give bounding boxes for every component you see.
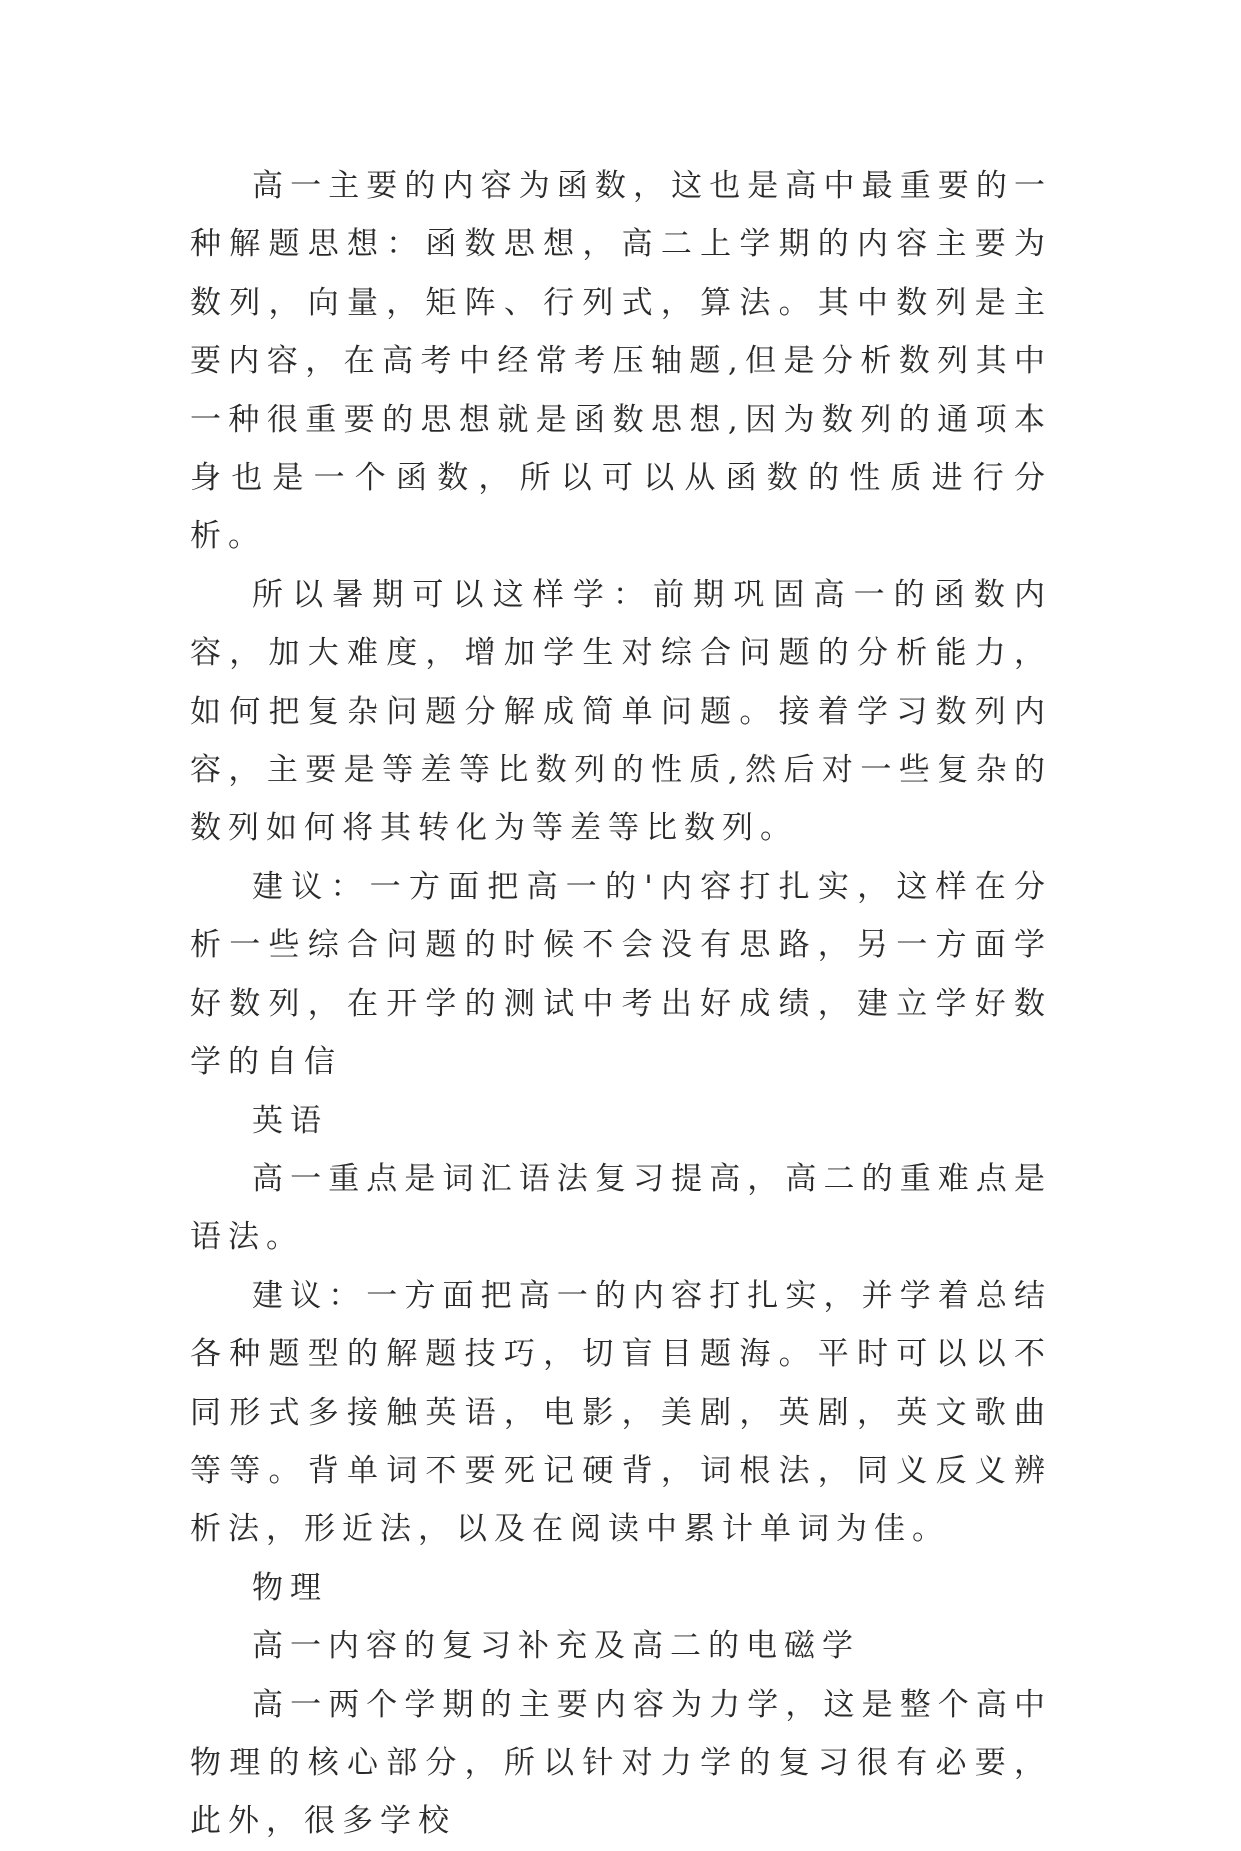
- paragraph-math-overview: 高一主要的内容为函数，这也是高中最重要的一种解题思想：函数思想，高二上学期的内容主要为数列，向量，矩阵、行列式，算法。其中数列是主要内容，在高考中经常考压轴题,但是分析数列其中一种很重要的思想就是函数思想,因为数列的通项本身也是一个函数，所以可以从函数的性质进行分析。: [190, 168, 1052, 555]
- section-heading-physics: 物理: [252, 1569, 328, 1606]
- section-heading-english: 英语: [252, 1102, 328, 1139]
- paragraph-physics-subtitle: 高一内容的复习补充及高二的电磁学: [252, 1628, 860, 1665]
- paragraph-english-advice: 建议：一方面把高一的内容打扎实，并学着总结各种题型的解题技巧，切盲目题海。平时可以以不同形式多接触英语，电影，美剧，英剧，英文歌曲等等。背单词不要死记硬背，词根法，同义反义辨析法，形近法，以及在阅读中累计单词为佳。: [190, 1277, 1052, 1548]
- paragraph-math-summer-plan: 所以暑期可以这样学：前期巩固高一的函数内容，加大难度，增加学生对综合问题的分析能力，如何把复杂问题分解成简单问题。接着学习数列内容，主要是等差等比数列的性质,然后对一些复杂的数列如何将其转化为等差等比数列。: [190, 576, 1052, 847]
- document-body: [190, 157, 1052, 1851]
- paragraph-english-focus: 高一重点是词汇语法复习提高，高二的重难点是语法。: [190, 1160, 1052, 1256]
- paragraph-physics-overview: 高一两个学期的主要内容为力学，这是整个高中物理的核心部分，所以针对力学的复习很有必要，此外，很多学校: [190, 1686, 1052, 1840]
- paragraph-math-advice: 建议：一方面把高一的'内容打扎实，这样在分析一些综合问题的时候不会没有思路，另一方面学好数列，在开学的测试中考出好成绩，建立学好数学的自信: [190, 868, 1052, 1081]
